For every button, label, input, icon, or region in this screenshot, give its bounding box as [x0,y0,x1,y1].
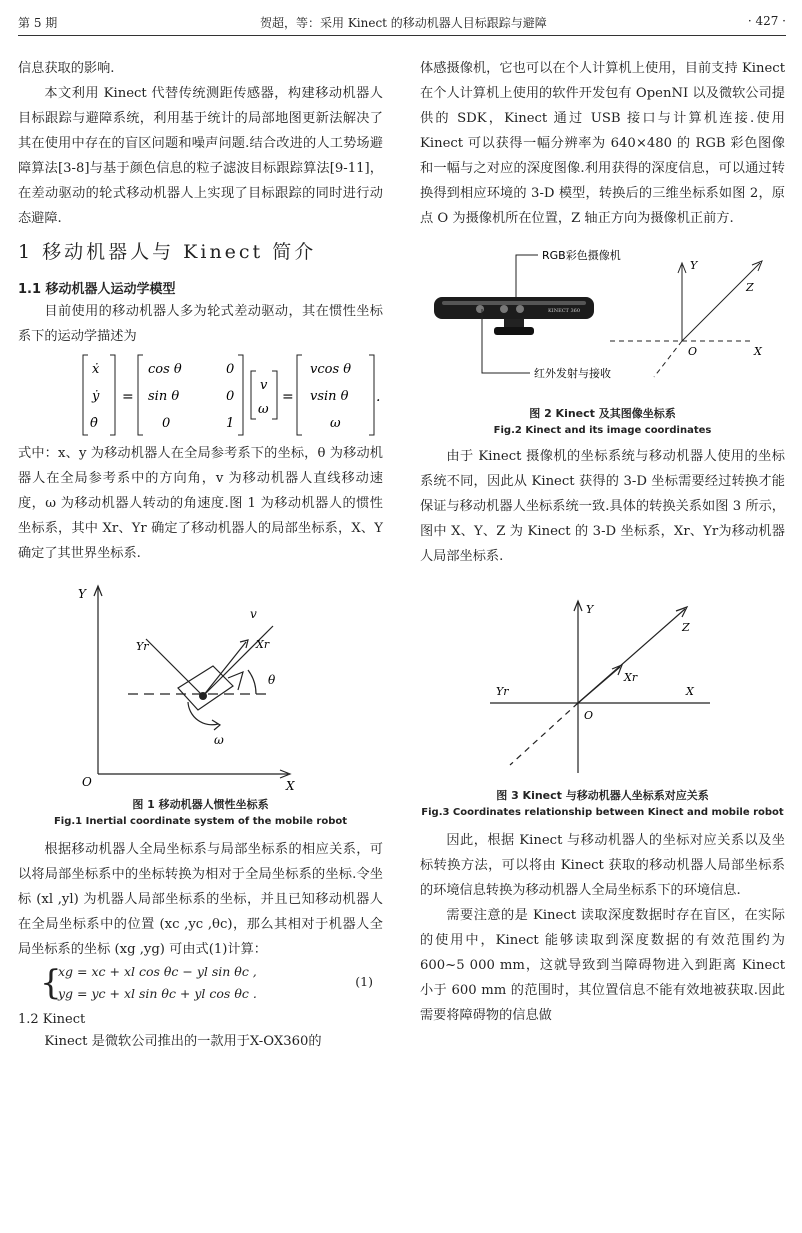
matrix-cell: vcos θ [310,362,352,377]
velocity-label: v [250,607,257,621]
paragraph: 本文利用 Kinect 代替传统测距传感器，构建移动机器人目标跟踪与避障系统，利用基于统计的局部地图更新法解决了其在使用中存在的盲区问题和噪声问题.结合改进的人工势场避障算法[3-8]与基于颜色信息的粒子滤波目标跟踪算法[9-11]，在差动驱动的轮式移动机器人上实现了目标跟踪的同时进行动态避障. [18,86,383,226]
equals-sign: = [282,389,294,405]
origin-label: O [82,775,92,789]
page-number: · 427 · [747,14,786,28]
origin-label: O [584,709,594,722]
yr-axis-label: Yr [136,640,149,653]
axis-label-z: Z [682,621,690,634]
xr-axis-label: Xr [624,671,638,684]
xr-axis-label: Xr [256,638,270,651]
paragraph: 目前使用的移动机器人多为轮式差动驱动，其在惯性坐标系下的运动学描述为 [18,304,383,344]
figure-1 [18,578,383,792]
right-column [420,56,785,1028]
subsection-heading: 1.1 移动机器人运动学模型 [18,282,176,297]
kinect-diagram [420,241,785,401]
matrix-cell: v [260,378,268,393]
figure-3 [420,583,785,783]
issue-number: 第 5 期 [18,16,58,30]
paragraph: 需要注意的是 Kinect 读取深度数据时存在盲区，在实际的使用中，Kinect 能够读取到深度数据的有效范围约为 600~5 000 mm，这就导致到当障碍物进入到距离 Kinect 小于 600 mm 的范围时，其位置信息不能有效地被获取.因此需要将障碍物的信息做 [420,908,785,1023]
matrix-cell: cos θ [148,362,182,377]
axis-label-y: Y [586,603,594,616]
figure-2-caption-en: Fig.2 Kinect and its image coordinates [493,425,712,436]
figure-1-caption-cn: 图 1 移动机器人惯性坐标系 [132,798,269,811]
coordinate-relationship-diagram [420,583,785,783]
axis-label-x: X [686,685,694,698]
paragraph: 因此，根据 Kinect 与移动机器人的坐标对应关系以及坐标转换方法，可以将由 Kinect 获取的移动机器人局部坐标系的环境信息转换为移动机器人全局坐标系下的环境信息. [420,833,785,898]
paragraph: 体感摄像机，它也可以在个人计算机上使用，目前支持 Kinect 在个人计算机上使用的软件开发包有 OpenNI 以及微软公司提供的 SDK，Kinect 通过 USB 接口与计算机连接.使用 Kinect 可以获得一幅分辨率为 640×480 的 RGB 彩色图像和一幅与之对应的深度图像.利用获得的深度信息，可以通过转换得到相应环境的 3-D 模型，转换后的三维坐标系如图 2，原点 O 为摄像机所在位置，Z 轴正方向为摄像机正前方. [420,61,785,226]
matrix-cell: θ̇ [90,416,98,431]
running-title: 贺超，等：采用 Kinect 的移动机器人目标跟踪与避障 [260,16,547,30]
kinematic-equation [18,349,383,441]
axis-label-x: X [286,779,295,792]
paragraph: Kinect 是微软公司推出的一款用于X-OX360的 [44,1034,322,1049]
equation-number: (1) [355,974,373,989]
section-heading: 1 移动机器人与 Kinect 简介 [18,241,317,263]
matrix-cell: 0 [226,362,235,377]
matrix-cell: ω [258,402,269,417]
omega-label: ω [214,733,224,747]
equation-line: xg = xc + xl cos θc − yl sin θc , [58,964,257,979]
yr-axis-label: Yr [496,685,509,698]
matrix-cell: 1 [226,416,235,431]
figure-2 [420,241,785,401]
axis-label-x: X [754,345,762,358]
figure-3-caption-cn: 图 3 Kinect 与移动机器人坐标系对应关系 [496,789,709,802]
period: . [376,389,381,405]
rgb-camera-label: RGB彩色摄像机 [542,249,621,262]
equation-brackets [18,349,383,441]
figure-1-caption-en: Fig.1 Inertial coordinate system of the mobile robot [53,816,348,827]
subsection-heading: 1.2 Kinect [18,1012,86,1027]
paragraph: 信息获取的影响. [18,61,115,76]
robot-center-dot [199,692,207,700]
matrix-cell: sin θ [148,389,180,404]
paragraph: 由于 Kinect 摄像机的坐标系统与移动机器人使用的坐标系统不同，因此从 Kinect 获得的 3-D 坐标需要经过转换才能保证与移动机器人坐标系统一致.具体的转换关系如图 3 所示，图中 X、Y、Z 为 Kinect 的 3-D 坐标系，Xr、Yr为移动机器人局部坐标系. [420,449,785,564]
running-header [0,0,802,40]
matrix-cell: ẏ [92,389,100,404]
matrix-cell: 0 [226,389,235,404]
equals-sign: = [122,389,134,405]
matrix-cell: 0 [162,416,171,431]
matrix-cell: vsin θ [310,389,349,404]
theta-label: θ [268,673,276,687]
kinect-badge: KINECT 360 [548,308,581,314]
figure-3-caption-en: Fig.3 Coordinates relationship between Kinect and mobile robot [421,807,784,818]
header-rule [18,35,786,36]
figure-2-caption-cn: 图 2 Kinect 及其图像坐标系 [529,407,676,420]
origin-label: O [688,345,698,358]
axis-label-z: Z [746,281,754,294]
ir-label: 红外发射与接收 [534,367,611,380]
axis-label-y: Y [78,587,86,601]
left-column [18,56,383,1054]
equation-brace: { [40,963,62,1003]
matrix-cell: ẋ [92,362,100,377]
matrix-cell: ω [330,416,341,431]
equation-1 [18,962,383,1010]
paragraph: 式中：x、y 为移动机器人在全局参考系下的坐标，θ 为移动机器人在全局参考系中的方向角，v 为移动机器人直线移动速度，ω 为移动机器人转动的角速度.图 1 为移动机器人的惯性坐标系，其中 Xr、Yr 确定了移动机器人的局部坐标系，X、Y 确定了其世界坐标系. [18,446,383,561]
paragraph: 根据移动机器人全局坐标系与局部坐标系的相应关系，可以将局部坐标系中的坐标转换为相对于全局坐标系的坐标.令坐标 (xl ,yl) 为机器人局部坐标系的坐标，并且已知移动机器人在全局坐标系中的位置 (xc ,yc ,θc)，那么其相对于机器人全局坐标系的坐标 (xg ,yg) 可由式(1)计算： [18,842,383,957]
axis-label-y: Y [690,259,698,272]
inertial-coordinate-diagram [18,578,383,792]
equation-line: yg = yc + xl sin θc + yl cos θc . [58,986,257,1001]
